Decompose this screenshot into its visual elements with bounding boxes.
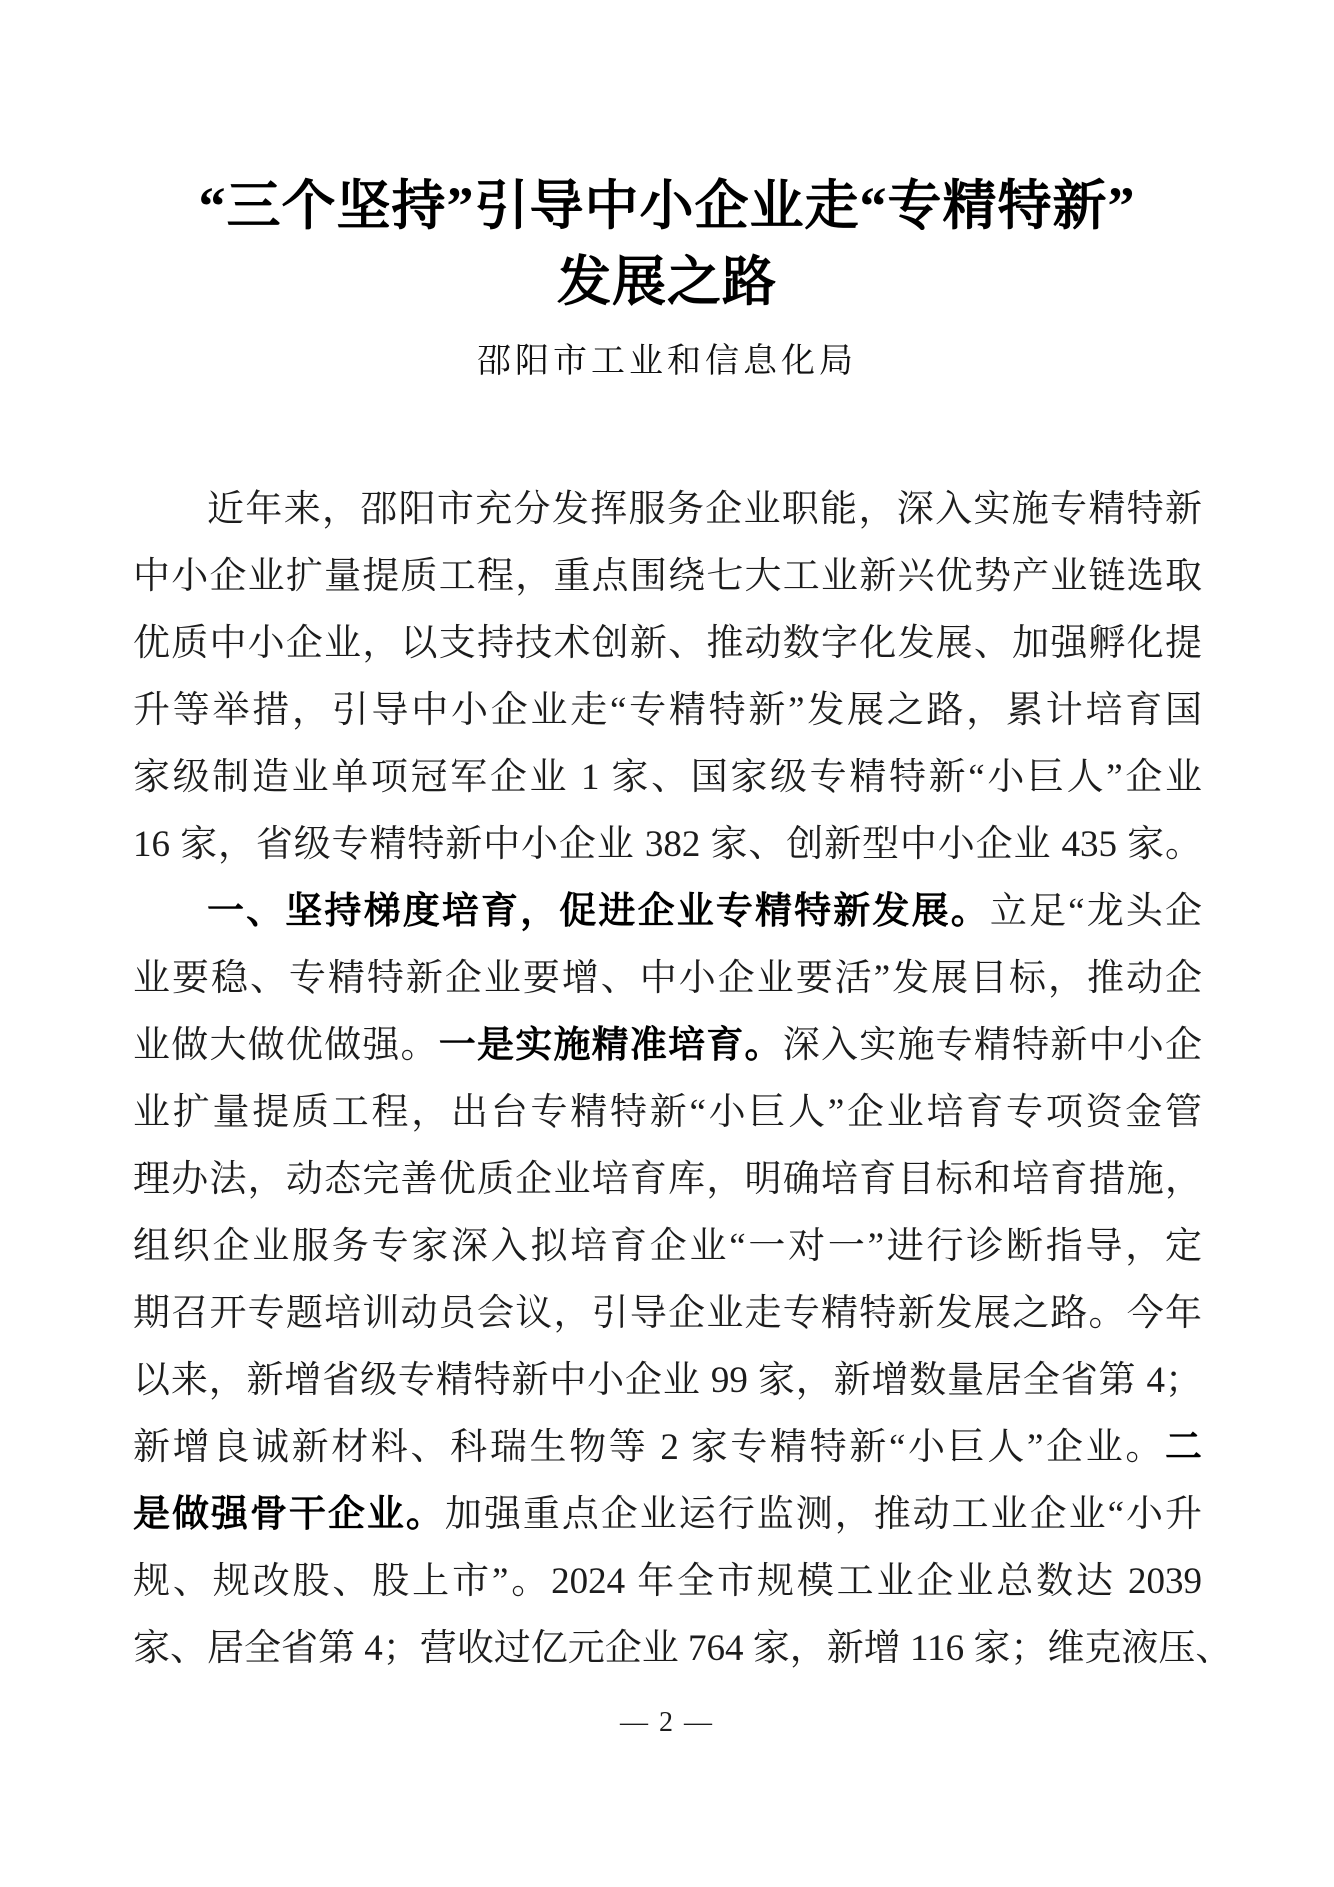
text-segment: 规、规改股、股上市”。2024 年全市规模工业企业总数达 2039	[133, 1561, 1202, 1602]
body-line	[133, 1012, 1202, 1079]
text-segment: 以来，新增省级专精特新中小企业 99 家，新增数量居全省第 4；	[133, 1360, 1202, 1401]
author-organization: 邵阳市工业和信息化局	[477, 343, 857, 380]
body-line	[133, 476, 1202, 543]
body-line	[133, 1347, 1202, 1414]
text-segment: 16 家，省级专精特新中小企业 382 家、创新型中小企业 435 家。	[133, 824, 1202, 865]
body-line	[133, 1615, 1233, 1682]
text-segment: 业扩量提质工程，出台专精特新“小巨人”企业培育专项资金管	[133, 1092, 1202, 1133]
text-segment: 业要稳、专精特新企业要增、中小企业要活”发展目标，推动企	[133, 958, 1202, 999]
text-segment: 深入实施专精特新中小企	[782, 1025, 1203, 1066]
text-segment: 加强重点企业运行监测，推动工业企业“小升	[444, 1494, 1202, 1535]
text-segment: 家级制造业单项冠军企业 1 家、国家级专精特新“小巨人”企业	[133, 757, 1202, 798]
body-line	[133, 811, 1202, 878]
page-number: — 2 —	[620, 1707, 714, 1738]
document-title	[0, 168, 1334, 320]
emphasis-text: 二	[1165, 1427, 1202, 1468]
body-line	[133, 1280, 1202, 1347]
text-segment: 新增良诚新材料、科瑞生物等 2 家专精特新“小巨人”企业。	[133, 1427, 1165, 1468]
document-body	[133, 476, 1233, 1682]
body-line	[133, 610, 1202, 677]
body-line	[133, 1548, 1202, 1615]
body-line	[133, 1213, 1202, 1280]
body-line	[133, 543, 1202, 610]
text-segment: 理办法，动态完善优质企业培育库，明确培育目标和培育措施，	[133, 1159, 1202, 1200]
title-line-1: “三个坚持”引导中小企业走“专精特新”	[198, 176, 1136, 236]
emphasis-text: 一、坚持梯度培育，促进企业专精特新发展。	[207, 891, 990, 932]
body-line	[133, 677, 1202, 744]
text-segment: 升等举措，引导中小企业走“专精特新”发展之路，累计培育国	[133, 690, 1202, 731]
text-segment: 优质中小企业，以支持技术创新、推动数字化发展、加强孵化提	[133, 623, 1202, 664]
emphasis-text: 一是实施精准培育。	[438, 1025, 783, 1066]
text-segment: 中小企业扩量提质工程，重点围绕七大工业新兴优势产业链选取	[133, 556, 1202, 597]
body-line	[133, 878, 1202, 945]
text-segment: 组织企业服务专家深入拟培育企业“一对一”进行诊断指导，定	[133, 1226, 1202, 1267]
text-segment: 期召开专题培训动员会议，引导企业走专精特新发展之路。今年	[133, 1293, 1202, 1334]
body-line	[133, 1481, 1202, 1548]
page-footer	[0, 1703, 1334, 1743]
title-line-2: 发展之路	[557, 252, 777, 312]
body-line	[133, 744, 1202, 811]
text-segment: 近年来，邵阳市充分发挥服务企业职能，深入实施专精特新	[207, 489, 1202, 530]
emphasis-text: 是做强骨干企业。	[133, 1494, 445, 1535]
body-line	[133, 1079, 1202, 1146]
text-segment: 家、居全省第 4；营收过亿元企业 764 家，新增 116 家；维克液压、	[133, 1628, 1233, 1669]
body-line	[133, 945, 1202, 1012]
body-line	[133, 1146, 1202, 1213]
text-segment: 业做大做优做强。	[133, 1025, 439, 1066]
text-segment: 立足“龙头企	[989, 891, 1202, 932]
body-line	[133, 1414, 1202, 1481]
